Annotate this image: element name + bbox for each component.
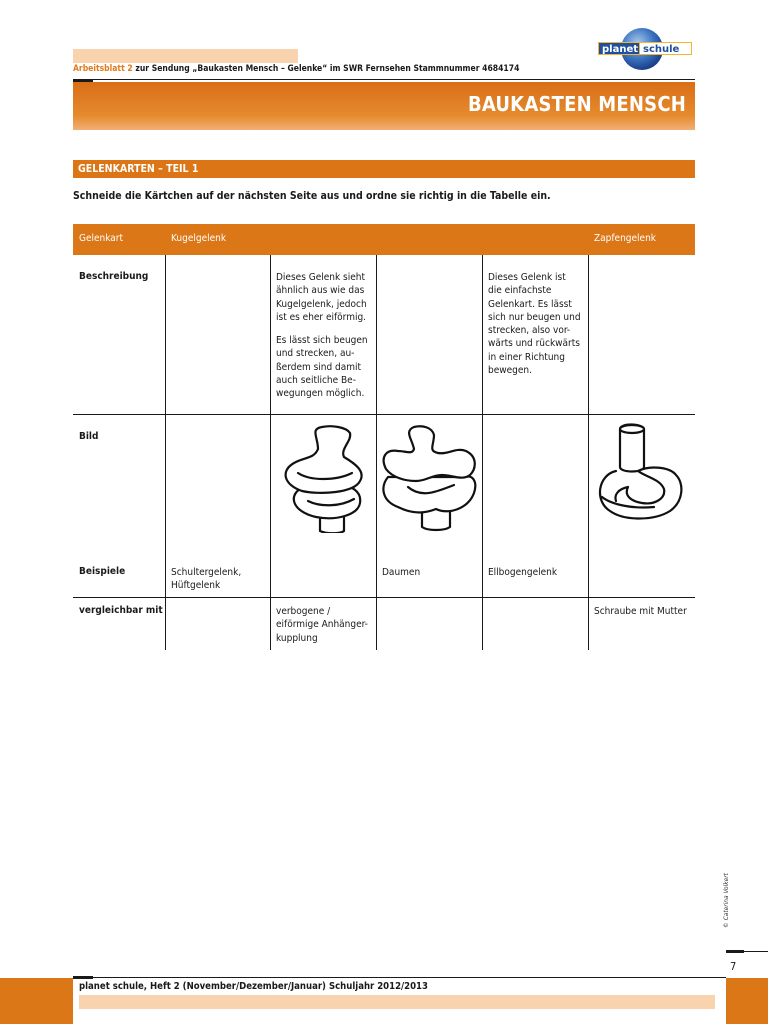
- description-line: wärts und rückwärts: [488, 338, 580, 350]
- table-divider: [73, 414, 695, 415]
- table-divider: [588, 255, 589, 650]
- comparison-pivot-joint: Schraube mit Mutter: [594, 606, 687, 617]
- worksheet-meta-text: zur Sendung „Baukasten Mensch – Gelenke“ im SWR Fernsehen Stammnummer 4684174: [132, 64, 520, 74]
- ellipsoid-joint-drawing: [280, 423, 366, 533]
- description-line: ßerdem sind damit: [276, 361, 362, 373]
- description-line: ähnlich aus wie das: [276, 285, 365, 297]
- footer-left-strip: [0, 978, 73, 1024]
- planet-schule-logo: [596, 28, 694, 72]
- example-saddle-joint: Daumen: [382, 567, 421, 578]
- title-banner: [73, 82, 695, 130]
- description-line: Es lässt sich beugen: [276, 335, 368, 347]
- comparison-line: verbogene /: [276, 606, 331, 617]
- worksheet-meta: [73, 64, 519, 74]
- description-line: Gelenkart. Es lässt: [488, 298, 572, 310]
- description-hinge-joint: [488, 271, 581, 377]
- image-credit: © Caterina Volkert: [722, 873, 730, 928]
- table-divider: [270, 255, 271, 650]
- row-label-beispiele: Beispiele: [79, 566, 126, 577]
- example-line: Schultergelenk,: [171, 567, 242, 578]
- saddle-joint-drawing: [378, 423, 480, 533]
- worksheet-label: Arbeitsblatt 2: [73, 64, 133, 74]
- table-divider: [376, 255, 377, 650]
- example-hinge-joint: Ellbogengelenk: [488, 567, 558, 578]
- comparison-line: kupplung: [276, 632, 318, 644]
- description-line: Dieses Gelenk sieht: [276, 272, 366, 283]
- logo-word-schule: schule: [643, 44, 680, 55]
- description-line: Kugelgelenk, jedoch: [276, 298, 367, 310]
- example-line: Hüftgelenk: [171, 580, 221, 592]
- description-line: in einer Richtung: [488, 351, 565, 363]
- description-line: bewegen.: [488, 365, 532, 377]
- row-label-vergleichbar: vergleichbar mit: [79, 605, 163, 616]
- footer-rule: [73, 977, 726, 978]
- description-line: Dieses Gelenk ist: [488, 272, 566, 283]
- logo-word-planet: planet: [602, 44, 639, 55]
- comparison-ellipsoid-joint: [276, 605, 368, 645]
- description-line: strecken, also vor-: [488, 325, 571, 337]
- description-line: auch seitliche Be-: [276, 375, 356, 387]
- section-header: [73, 160, 695, 178]
- page-title: BAUKASTEN MENSCH: [467, 92, 686, 116]
- comparison-line: eiförmige Anhänger-: [276, 619, 368, 631]
- description-line: die einfachste: [488, 285, 552, 297]
- header-color-bar: [73, 49, 298, 63]
- header-zapfengelenk: Zapfengelenk: [594, 233, 656, 244]
- description-line: und strecken, au-: [276, 348, 355, 360]
- instruction-text: Schneide die Kärtchen auf der nächsten Seite aus und ordne sie richtig in die Tabelle ein.: [73, 190, 551, 202]
- table-divider: [73, 597, 695, 598]
- row-label-beschreibung: Beschreibung: [79, 271, 149, 282]
- description-line: ist es eher eiförmig.: [276, 311, 367, 323]
- description-ellipsoid-joint: [276, 271, 368, 401]
- header-label-gelenkart: Gelenkart: [79, 233, 124, 244]
- example-ball-joint: [171, 566, 241, 593]
- section-title: GELENKARTEN – TEIL 1: [78, 163, 199, 175]
- table-divider: [482, 255, 483, 650]
- footer-publication: planet schule, Heft 2 (November/Dezember/Januar) Schuljahr 2012/2013: [79, 981, 428, 992]
- header-kugelgelenk: Kugelgelenk: [171, 233, 227, 244]
- page-number-marker: [726, 950, 744, 953]
- description-line: sich nur beugen und: [488, 311, 581, 323]
- pivot-joint-drawing: [594, 423, 690, 523]
- table-divider: [165, 255, 166, 650]
- header-rule: [73, 79, 695, 80]
- page-number: 7: [730, 960, 737, 973]
- row-label-bild: Bild: [79, 431, 99, 442]
- footer-rule-marker: [73, 976, 93, 979]
- footer-right-strip: [726, 978, 768, 1024]
- description-line: wegungen möglich.: [276, 388, 365, 400]
- footer-color-bar: [79, 995, 715, 1009]
